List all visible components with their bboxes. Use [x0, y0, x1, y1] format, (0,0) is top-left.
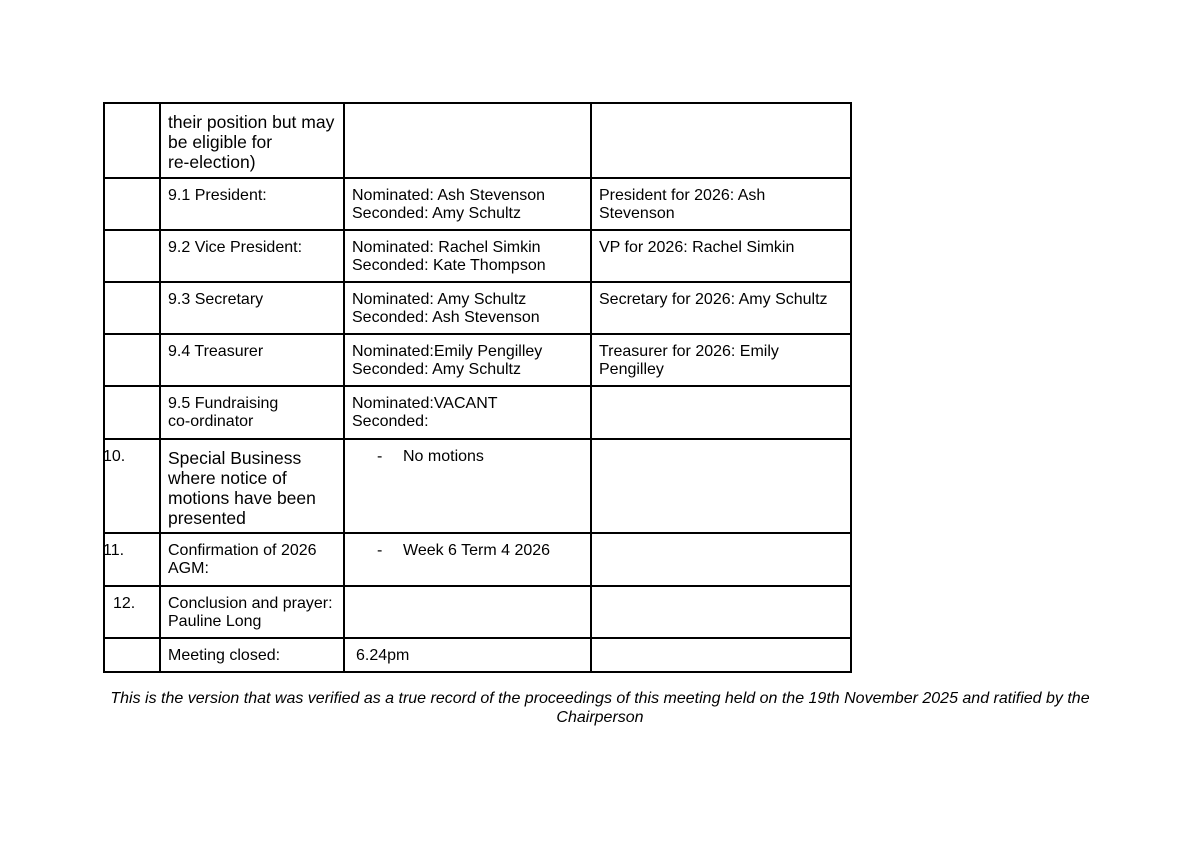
item-number-cell [104, 178, 160, 230]
item-number-cell [104, 334, 160, 386]
table-row [104, 439, 851, 533]
item-detail-cell [344, 533, 591, 586]
item-title-line: 9.2 Vice President: [168, 239, 303, 256]
item-title-line: 9.4 Treasurer [168, 343, 264, 360]
item-outcome-cell [591, 386, 851, 439]
item-detail-cell [344, 230, 591, 282]
table-row [104, 386, 851, 439]
item-title-line: AGM: [168, 560, 209, 577]
item-title-line: presented [168, 508, 246, 528]
item-number-cell [104, 282, 160, 334]
item-title-line: Special Business [168, 448, 302, 468]
item-detail-cell [344, 103, 591, 178]
nominated-text: Nominated: Rachel Simkin [352, 239, 541, 256]
item-title-cell [160, 638, 344, 672]
table-row [104, 230, 851, 282]
seconded-text: Seconded: Kate Thompson [352, 257, 546, 274]
item-title-cell [160, 282, 344, 334]
table-row [104, 638, 851, 672]
bullet-text: No motions [403, 448, 484, 465]
item-number-cell [104, 586, 160, 638]
item-detail-cell [344, 638, 591, 672]
outcome-text: President for 2026: Ash Stevenson [599, 187, 766, 222]
item-title-line: co-ordinator [168, 413, 254, 430]
item-detail-cell [344, 178, 591, 230]
item-title-cell [160, 178, 344, 230]
verification-note: This is the version that was verified as a true record of the proceedings of this meeting held on the 19th November 2025 and ratified by the Chairperson [110, 690, 1090, 726]
item-number: 11. [103, 542, 125, 559]
item-outcome-cell [591, 439, 851, 533]
item-title-cell [160, 103, 344, 178]
seconded-text: Seconded: [352, 413, 429, 430]
meeting-closed-time: 6.24pm [356, 647, 410, 664]
item-title-line: 9.1 President: [168, 187, 267, 204]
item-title-line: where notice of [168, 468, 287, 488]
item-detail-cell [344, 334, 591, 386]
item-title-line: Confirmation of 2026 [168, 542, 317, 559]
nominated-text: Nominated:Emily Pengilley [352, 343, 543, 360]
item-title-cell [160, 334, 344, 386]
seconded-text: Seconded: Ash Stevenson [352, 309, 540, 326]
item-outcome-cell [591, 230, 851, 282]
item-title-line: Meeting closed: [168, 647, 281, 664]
item-outcome-cell [591, 638, 851, 672]
table-row [104, 533, 851, 586]
item-title-cell [160, 386, 344, 439]
item-outcome-cell [591, 282, 851, 334]
item-number-cell [104, 638, 160, 672]
bullet-item [352, 448, 583, 466]
item-title-line: be eligible for [168, 132, 273, 152]
table-row [104, 586, 851, 638]
table-row [104, 282, 851, 334]
item-number: 10. [103, 448, 126, 465]
nominated-text: Nominated: Amy Schultz [352, 291, 527, 308]
item-outcome-cell [591, 178, 851, 230]
item-number-cell [104, 103, 160, 178]
outcome-text: VP for 2026: Rachel Simkin [599, 239, 795, 256]
seconded-text: Seconded: Amy Schultz [352, 205, 521, 222]
item-title-line: 9.3 Secretary [168, 291, 264, 308]
item-title-cell [160, 533, 344, 586]
item-detail-cell [344, 586, 591, 638]
table-row [104, 178, 851, 230]
item-title-cell [160, 586, 344, 638]
item-outcome-cell [591, 533, 851, 586]
table-row [104, 103, 851, 178]
item-title-line: re-election) [168, 152, 256, 172]
item-outcome-cell [591, 334, 851, 386]
item-outcome-cell [591, 586, 851, 638]
item-detail-cell [344, 282, 591, 334]
item-title-line: Pauline Long [168, 613, 262, 630]
bullet-item [352, 542, 583, 560]
item-number-cell [104, 533, 160, 586]
outcome-text: Secretary for 2026: Amy Schultz [599, 291, 828, 308]
bullet-text: Week 6 Term 4 2026 [403, 542, 551, 559]
nominated-text: Nominated:VACANT [352, 395, 498, 412]
item-number-cell [104, 439, 160, 533]
table-row [104, 334, 851, 386]
item-number-cell [104, 230, 160, 282]
bullet-dash: - [377, 448, 383, 465]
item-number: 12. [113, 595, 136, 612]
item-title-line: their position but may [168, 112, 335, 132]
item-outcome-cell [591, 103, 851, 178]
item-title-cell [160, 230, 344, 282]
item-title-line: motions have been [168, 488, 316, 508]
item-title-line: 9.5 Fundraising [168, 395, 279, 412]
item-detail-cell [344, 386, 591, 439]
minutes-table [103, 102, 852, 673]
outcome-text: Treasurer for 2026: Emily Pengilley [599, 343, 779, 378]
bullet-dash: - [377, 542, 383, 559]
seconded-text: Seconded: Amy Schultz [352, 361, 521, 378]
item-detail-cell [344, 439, 591, 533]
item-title-line: Conclusion and prayer: [168, 595, 333, 612]
nominated-text: Nominated: Ash Stevenson [352, 187, 546, 204]
item-number-cell [104, 386, 160, 439]
item-title-cell [160, 439, 344, 533]
